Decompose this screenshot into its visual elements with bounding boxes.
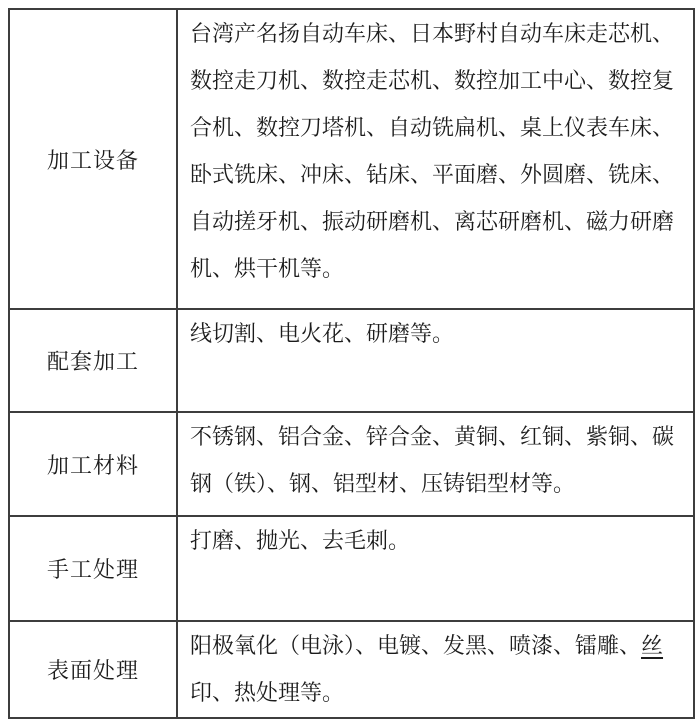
content-line: 印、热处理等。 [190, 680, 345, 705]
content-line: 台湾产名扬自动车床、日本野村自动车床走芯机、 [190, 21, 675, 46]
row-content-manual-processing [178, 517, 693, 622]
content-line: 线切割、电火花、研磨等。 [190, 321, 455, 346]
content-line: 机、烘干机等。 [190, 256, 345, 281]
content-line [190, 622, 683, 669]
row-label-supporting-processing: 配套加工 [10, 310, 178, 413]
content-line: 卧式铣床、冲床、钻床、平面磨、外圆磨、铣床、 [190, 162, 675, 187]
row-content-processing-materials [178, 413, 693, 517]
content-line: 打磨、抛光、去毛刺。 [190, 528, 411, 553]
row-label-processing-equipment: 加工设备 [10, 10, 178, 310]
row-label-manual-processing: 手工处理 [10, 517, 178, 622]
row-content-processing-equipment [178, 10, 693, 310]
row-content-supporting-processing [178, 310, 693, 413]
content-line: 钢（铁）、钢、铝型材、压铸铝型材等。 [190, 471, 576, 496]
content-line-text: 阳极氧化（电泳）、电镀、发黑、喷漆、镭雕、 [190, 633, 642, 658]
content-line: 合机、数控刀塔机、自动铣扁机、桌上仪表车床、 [190, 115, 675, 140]
spec-table [8, 8, 695, 719]
underlined-text: 丝 [641, 633, 664, 658]
row-label-surface-treatment: 表面处理 [10, 622, 178, 717]
row-content-surface-treatment [178, 622, 693, 717]
row-label-processing-materials: 加工材料 [10, 413, 178, 517]
content-line: 不锈钢、铝合金、锌合金、黄铜、红铜、紫铜、碳 [190, 424, 675, 449]
content-line: 自动搓牙机、振动研磨机、离芯研磨机、磁力研磨 [190, 209, 675, 234]
content-line: 数控走刀机、数控走芯机、数控加工中心、数控复 [190, 68, 675, 93]
